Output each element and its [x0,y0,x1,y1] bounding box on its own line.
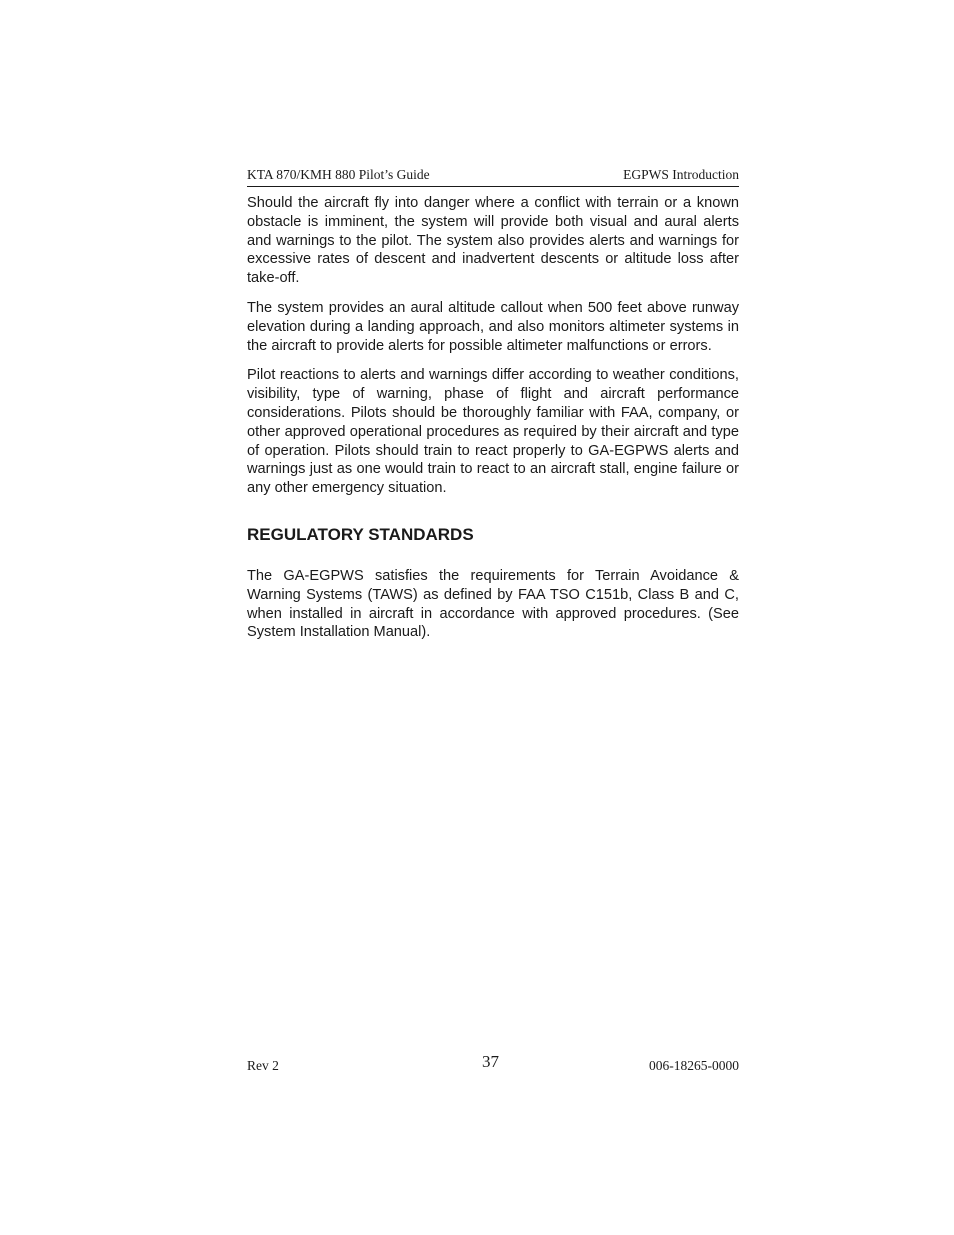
footer-page-number: 37 [482,1052,499,1071]
header-section-title: EGPWS Introduction [623,167,739,182]
paragraph-altitude-callout: The system provides an aural altitude callout when 500 feet above runway elevation during a landing approach, and also monitors altimeter systems in the aircraft to provide alerts for possible altimeter malfunctions or errors. [247,299,739,354]
footer-revision: Rev 2 [247,1058,279,1073]
header-manual-title: KTA 870/KMH 880 Pilot’s Guide [247,167,430,182]
paragraph-alerts: Should the aircraft fly into danger where a conflict with terrain or a known obstacle is imminent, the system will provide both visual and aural alerts and warnings to the pilot. The system also provides alerts and warnings for excessive rates of descent and inadvertent descents or altitude loss after take-off. [247,195,739,287]
footer-document-number: 006-18265-0000 [649,1058,739,1073]
page-body [247,194,739,653]
paragraph-regulatory: The GA-EGPWS satisfies the requirements for Terrain Avoidance & Warning Systems (TAWS) as defined by FAA TSO C151b, Class B and C, when installed in aircraft in accordance with approved procedures. (See System Installation Manual). [247,567,739,641]
paragraph-pilot-reactions: Pilot reactions to alerts and warnings differ according to weather conditions, visibility, type of warning, phase of flight and aircraft performance considerations. Pilots should be thoroughly familiar with FAA, company, or other approved operational procedures as required by their aircraft and type of operation. Pilots should train to react properly to GA-EGPWS alerts and warnings just as one would train to react to an aircraft stall, engine failure or any other emergency situation. [247,367,739,497]
page-footer [247,1052,739,1078]
section-heading-regulatory-standards: REGULATORY STANDARDS [247,524,474,544]
running-header [247,166,739,187]
